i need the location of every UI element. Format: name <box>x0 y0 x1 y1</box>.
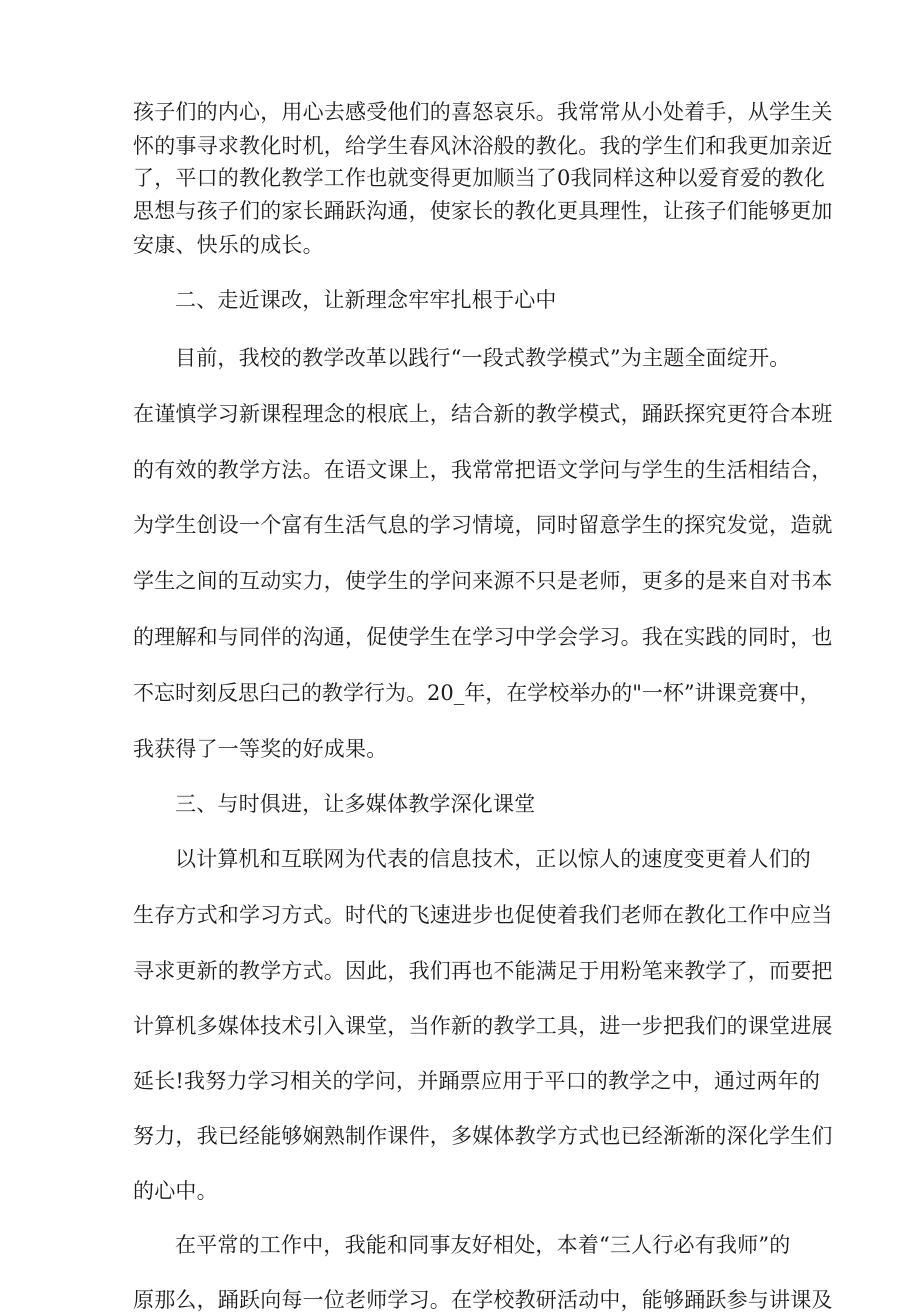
paragraph-2-line-5: 学生之间的互动实力，使学生的学问来源不只是老师，更多的是来自对书本 <box>133 569 833 593</box>
paragraph-3-line-5: 延长!我努力学习相关的学问，并踊票应用于平口的教学之中，通过两年的 <box>133 1069 821 1093</box>
section-heading-2: 二、走近课改，让新理念牢牢扎根于心中 <box>175 288 557 312</box>
paragraph-1-line-2: 怀的事寻求教化时机，给学生春风沐浴般的教化。我的学生们和我更加亲近 <box>133 134 833 158</box>
section-heading-3: 三、与时俱进，让多媒体教学深化课堂 <box>175 792 536 816</box>
paragraph-3-line-2: 生存方式和学习方式。时代的飞速进步也促使着我们老师在教化工作中应当 <box>133 903 833 927</box>
paragraph-3-line-6: 努力，我已经能够娴熟制作课件，多媒体教学方式也已经渐渐的深化学生们 <box>133 1124 833 1148</box>
paragraph-3-line-1: 以计算机和互联网为代表的信息技术，正以惊人的速度变更着人们的 <box>175 847 811 871</box>
paragraph-2-line-7: 不忘时刻反思臼己的教学行为。20_年，在学校举办的"一杯”讲课竞赛中， <box>133 681 821 705</box>
paragraph-4-line-1: 在平常的工作中，我能和同事友好相处，本着“三人行必有我师”的 <box>175 1233 791 1257</box>
paragraph-3-line-3: 寻求更新的教学方式。因此，我们再也不能满足于用粉笔来教学了，而要把 <box>133 959 833 983</box>
paragraph-3-line-7: 的心中。 <box>133 1179 218 1203</box>
paragraph-4-line-2: 原那么，踊跃向每一位老师学习。在学校教研活动中，能够踊跃参与讲课及 <box>133 1288 833 1312</box>
paragraph-2-line-4: 为学生创设一个富有生活气息的学习情境，同时留意学生的探究发觉，造就 <box>133 513 833 537</box>
paragraph-1-line-5: 安康、快乐的成长。 <box>133 233 324 257</box>
paragraph-2-line-2: 在谨慎学习新课程理念的根底上，结合新的教学模式，踊跃探究更符合本班 <box>133 402 833 426</box>
paragraph-2-line-1: 目前，我校的教学改革以践行“一段式教学模式”为主题全面绽开。 <box>175 346 791 370</box>
paragraph-2-line-6: 的理解和与同伴的沟通，促使学生在学习中学会学习。我在实践的同时，也 <box>133 625 833 649</box>
paragraph-1-line-3: 了，平口的教化教学工作也就变得更加顺当了0我同样这种以爱育爱的教化 <box>133 166 825 190</box>
paragraph-3-line-4: 计算机多媒体技术引入课堂，当作新的教学工具，进一步把我们的课堂进展 <box>133 1014 833 1038</box>
paragraph-2-line-3: 的有效的教学方法。在语文课上，我常常把语文学问与学生的生活相结合， <box>133 458 833 482</box>
paragraph-1-line-1: 孩子们的内心，用心去感受他们的喜怒哀乐。我常常从小处着手，从学生关 <box>133 100 833 124</box>
paragraph-1-line-4: 思想与孩子们的家长踊跃沟通，使家长的教化更具理性，让孩子们能够更加 <box>133 199 833 223</box>
paragraph-2-line-8: 我获得了一等奖的好成果。 <box>133 737 388 761</box>
